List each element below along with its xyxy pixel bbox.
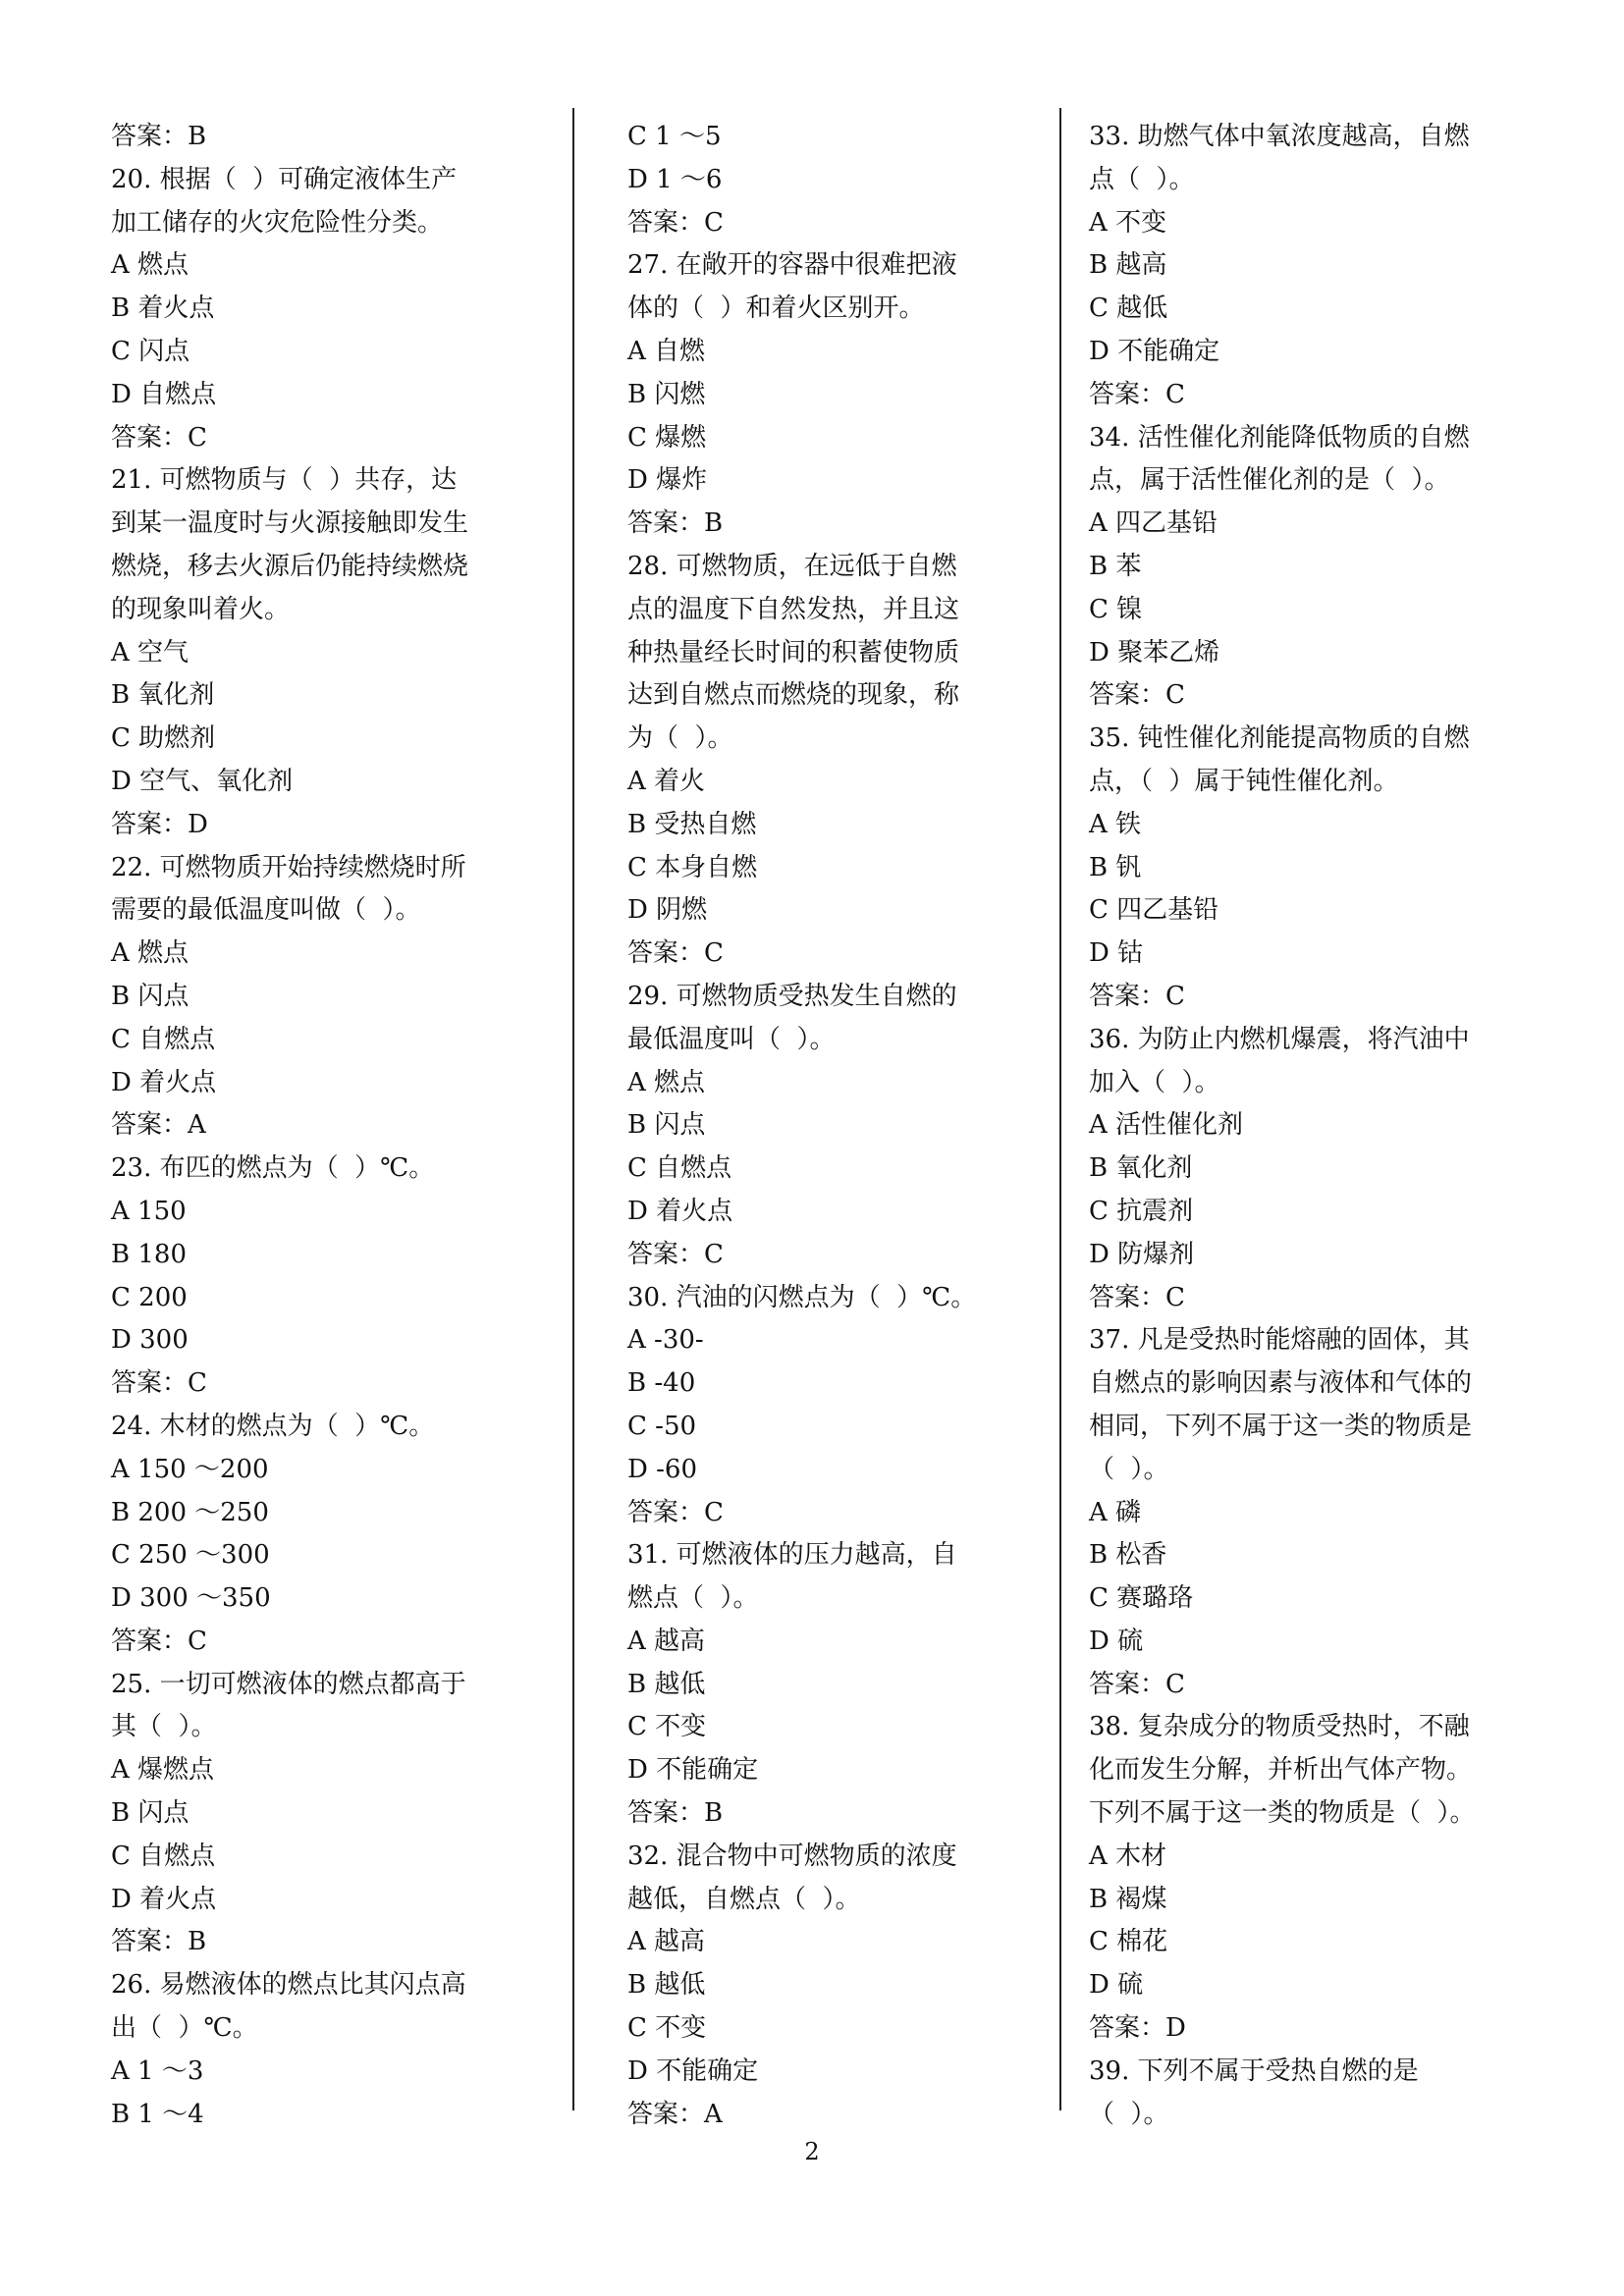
text-line: （ ）。 <box>1089 1454 1169 1484</box>
question-line: 37. 凡是受热时能熔融的固体，其 <box>1089 1325 1470 1356</box>
option-line: C 镍 <box>1089 594 1143 624</box>
option-line: A -30- <box>627 1325 704 1356</box>
option-line: A 越高 <box>627 1927 706 1957</box>
option-line: D 硫 <box>1089 1970 1144 2001</box>
option-line: A 活性催化剂 <box>1089 1110 1244 1141</box>
option-line: C 赛璐珞 <box>1089 1583 1194 1614</box>
option-line: C 不变 <box>627 2013 707 2044</box>
question-line: 23. 布匹的燃点为（ ）℃。 <box>111 1153 435 1184</box>
option-line: D 300 ～350 <box>111 1583 271 1614</box>
option-line: B 受热自燃 <box>627 809 757 839</box>
column-divider-left <box>572 108 574 2110</box>
text-line: 越低，自燃点（ ）。 <box>627 1884 861 1914</box>
answer-line: 答案：C <box>627 1239 724 1269</box>
column-middle <box>627 116 1052 2136</box>
text-line: 为（ ）。 <box>627 723 733 754</box>
option-line: B 褐煤 <box>1089 1884 1167 1914</box>
option-line: A 爆燃点 <box>111 1755 215 1786</box>
option-line: C 棉花 <box>1089 1927 1168 1957</box>
question-line: 22. 可燃物质开始持续燃烧时所 <box>111 852 466 882</box>
text-line: 种热量经长时间的积蓄使物质 <box>627 637 960 667</box>
option-line: B 着火点 <box>111 294 215 324</box>
option-line: C 抗震剂 <box>1089 1196 1194 1226</box>
answer-line: 答案：C <box>111 422 207 453</box>
option-line: B 闪燃 <box>627 379 706 409</box>
text-line: 达到自燃点而燃烧的现象，称 <box>627 680 960 711</box>
option-line: A 150 ～200 <box>111 1454 269 1484</box>
answer-line: 答案：C <box>1089 680 1185 711</box>
option-line: B 苯 <box>1089 551 1142 581</box>
option-line: C -50 <box>627 1411 697 1441</box>
question-line: 29. 可燃物质受热发生自燃的 <box>627 981 957 1011</box>
option-line: A 着火 <box>627 766 706 796</box>
question-line: 31. 可燃液体的压力越高，自 <box>627 1540 957 1571</box>
text-line: 下列不属于这一类的物质是（ ）。 <box>1089 1798 1476 1829</box>
option-line: D 不能确定 <box>627 2056 759 2086</box>
option-line: D 聚苯乙烯 <box>1089 637 1220 667</box>
column-divider-right <box>1059 108 1061 2110</box>
question-line: 24. 木材的燃点为（ ）℃。 <box>111 1411 435 1441</box>
question-line: 35. 钝性催化剂能提高物质的自燃 <box>1089 723 1470 754</box>
option-line: C 闪点 <box>111 336 190 366</box>
option-line: C 越低 <box>1089 294 1168 324</box>
column-right <box>1089 116 1580 2136</box>
option-line: A 木材 <box>1089 1841 1167 1871</box>
option-line: A 空气 <box>111 637 189 667</box>
answer-line: 答案：C <box>627 938 724 969</box>
text-line: 点（ ）。 <box>1089 164 1195 194</box>
option-line: C 本身自燃 <box>627 852 758 882</box>
option-line: B 1 ～4 <box>111 2099 204 2129</box>
option-line: B 200 ～250 <box>111 1497 269 1527</box>
option-line: C 助燃剂 <box>111 723 216 754</box>
answer-line: 答案：A <box>111 1110 206 1141</box>
option-line: B 氧化剂 <box>1089 1153 1193 1184</box>
page-number: 2 <box>804 2138 820 2165</box>
question-line: 25. 一切可燃液体的燃点都高于 <box>111 1669 466 1699</box>
option-line: D 着火点 <box>111 1067 217 1097</box>
text-line: 加工储存的火灾危险性分类。 <box>111 207 444 238</box>
answer-line: 答案：B <box>627 1798 724 1829</box>
text-line: 燃点（ ）。 <box>627 1583 759 1614</box>
question-line: 34. 活性催化剂能降低物质的自燃 <box>1089 422 1470 453</box>
option-line: A 燃点 <box>627 1067 706 1097</box>
question-line: 36. 为防止内燃机爆震，将汽油中 <box>1089 1024 1470 1054</box>
option-line: B 闪点 <box>111 981 189 1011</box>
text-line: 点的温度下自然发热，并且这 <box>627 594 960 624</box>
question-line: 20. 根据（ ）可确定液体生产 <box>111 164 458 194</box>
option-line: C 1 ～5 <box>627 122 722 151</box>
option-line: C 不变 <box>627 1712 707 1742</box>
option-line: D 硫 <box>1089 1626 1144 1656</box>
option-line: C 自燃点 <box>111 1841 216 1871</box>
answer-line: 答案：C <box>1089 1669 1185 1699</box>
option-line: B 闪点 <box>111 1798 189 1829</box>
option-line: D 防爆剂 <box>1089 1239 1195 1269</box>
option-line: D 300 <box>111 1325 189 1356</box>
text-line: 出（ ）℃。 <box>111 2013 258 2044</box>
text-line: 体的（ ）和着火区别开。 <box>627 294 925 324</box>
option-line: D 着火点 <box>111 1884 217 1914</box>
option-line: D 不能确定 <box>627 1755 759 1786</box>
option-line: D 自燃点 <box>111 379 217 409</box>
question-line: 27. 在敞开的容器中很难把液 <box>627 250 957 281</box>
text-line: 加入（ ）。 <box>1089 1067 1220 1097</box>
text-line: 自燃点的影响因素与液体和气体的 <box>1089 1368 1473 1399</box>
answer-line: 答案：A <box>627 2099 723 2129</box>
text-line: 最低温度叫（ ）。 <box>627 1024 836 1054</box>
option-line: A 燃点 <box>111 250 189 281</box>
option-line: A 铁 <box>1089 809 1142 839</box>
option-line: C 爆燃 <box>627 422 707 453</box>
question-line: 33. 助燃气体中氧浓度越高，自燃 <box>1089 122 1470 151</box>
question-line: 26. 易燃液体的燃点比其闪点高 <box>111 1970 466 2001</box>
answer-line: 答案：B <box>111 122 207 151</box>
option-line: B 钒 <box>1089 852 1142 882</box>
option-line: D 不能确定 <box>1089 336 1220 366</box>
option-line: B 闪点 <box>627 1110 706 1141</box>
answer-line: 答案：C <box>111 1626 207 1656</box>
text-line: 点，属于活性催化剂的是（ ）。 <box>1089 465 1450 496</box>
answer-line: 答案：B <box>111 1927 207 1957</box>
option-line: B -40 <box>627 1368 696 1399</box>
option-line: C 自燃点 <box>627 1153 732 1184</box>
answer-line: 答案：C <box>111 1368 207 1399</box>
text-line: 燃烧，移去火源后仍能持续燃烧 <box>111 551 469 581</box>
answer-line: 答案：B <box>627 508 724 539</box>
option-line: C 200 <box>111 1282 188 1312</box>
option-line: C 四乙基铅 <box>1089 895 1219 926</box>
answer-line: 答案：C <box>627 207 724 238</box>
question-line: 28. 可燃物质，在远低于自燃 <box>627 551 957 581</box>
text-line: 其（ ）。 <box>111 1712 217 1742</box>
option-line: A 燃点 <box>111 938 189 969</box>
column-left <box>111 116 572 2136</box>
option-line: D 阴燃 <box>627 895 708 926</box>
option-line: B 松香 <box>1089 1540 1167 1571</box>
text-line: 的现象叫着火。 <box>111 594 291 624</box>
answer-line: 答案：C <box>1089 1282 1185 1312</box>
option-line: A 150 <box>111 1196 187 1226</box>
text-line: 相同，下列不属于这一类的物质是 <box>1089 1411 1473 1441</box>
text-line: （ ）。 <box>1089 2099 1169 2129</box>
answer-line: 答案：C <box>1089 981 1185 1011</box>
question-line: 32. 混合物中可燃物质的浓度 <box>627 1841 957 1871</box>
text-line: 化而发生分解，并析出气体产物。 <box>1089 1755 1473 1786</box>
text-line: 点，（ ）属于钝性催化剂。 <box>1089 766 1399 796</box>
question-line: 21. 可燃物质与（ ）共存，达 <box>111 465 458 496</box>
option-line: A 磷 <box>1089 1497 1142 1527</box>
option-line: A 1 ～3 <box>111 2056 204 2086</box>
answer-line: 答案：D <box>1089 2013 1186 2044</box>
text-line: 到某一温度时与火源接触即发生 <box>111 508 469 539</box>
option-line: D -60 <box>627 1454 697 1484</box>
answer-line: 答案：C <box>1089 379 1185 409</box>
option-line: D 爆炸 <box>627 465 708 496</box>
option-line: D 钴 <box>1089 938 1144 969</box>
text-line: 需要的最低温度叫做（ ）。 <box>111 895 421 926</box>
option-line: D 着火点 <box>627 1196 733 1226</box>
question-line: 39. 下列不属于受热自燃的是 <box>1089 2056 1419 2086</box>
option-line: A 越高 <box>627 1626 706 1656</box>
answer-line: 答案：C <box>627 1497 724 1527</box>
question-line: 30. 汽油的闪燃点为（ ）℃。 <box>627 1282 977 1312</box>
option-line: B 越低 <box>627 1970 706 2001</box>
answer-line: 答案：D <box>111 809 208 839</box>
option-line: C 自燃点 <box>111 1024 216 1054</box>
question-line: 38. 复杂成分的物质受热时，不融 <box>1089 1712 1470 1742</box>
option-line: A 不变 <box>1089 207 1167 238</box>
option-line: B 180 <box>111 1239 187 1269</box>
option-line: B 越高 <box>1089 250 1167 281</box>
option-line: D 空气、氧化剂 <box>111 766 294 796</box>
option-line: B 越低 <box>627 1669 706 1699</box>
option-line: D 1 ～6 <box>627 164 723 194</box>
option-line: C 250 ～300 <box>111 1540 270 1571</box>
option-line: A 四乙基铅 <box>1089 508 1218 539</box>
option-line: A 自燃 <box>627 336 706 366</box>
option-line: B 氧化剂 <box>111 680 215 711</box>
